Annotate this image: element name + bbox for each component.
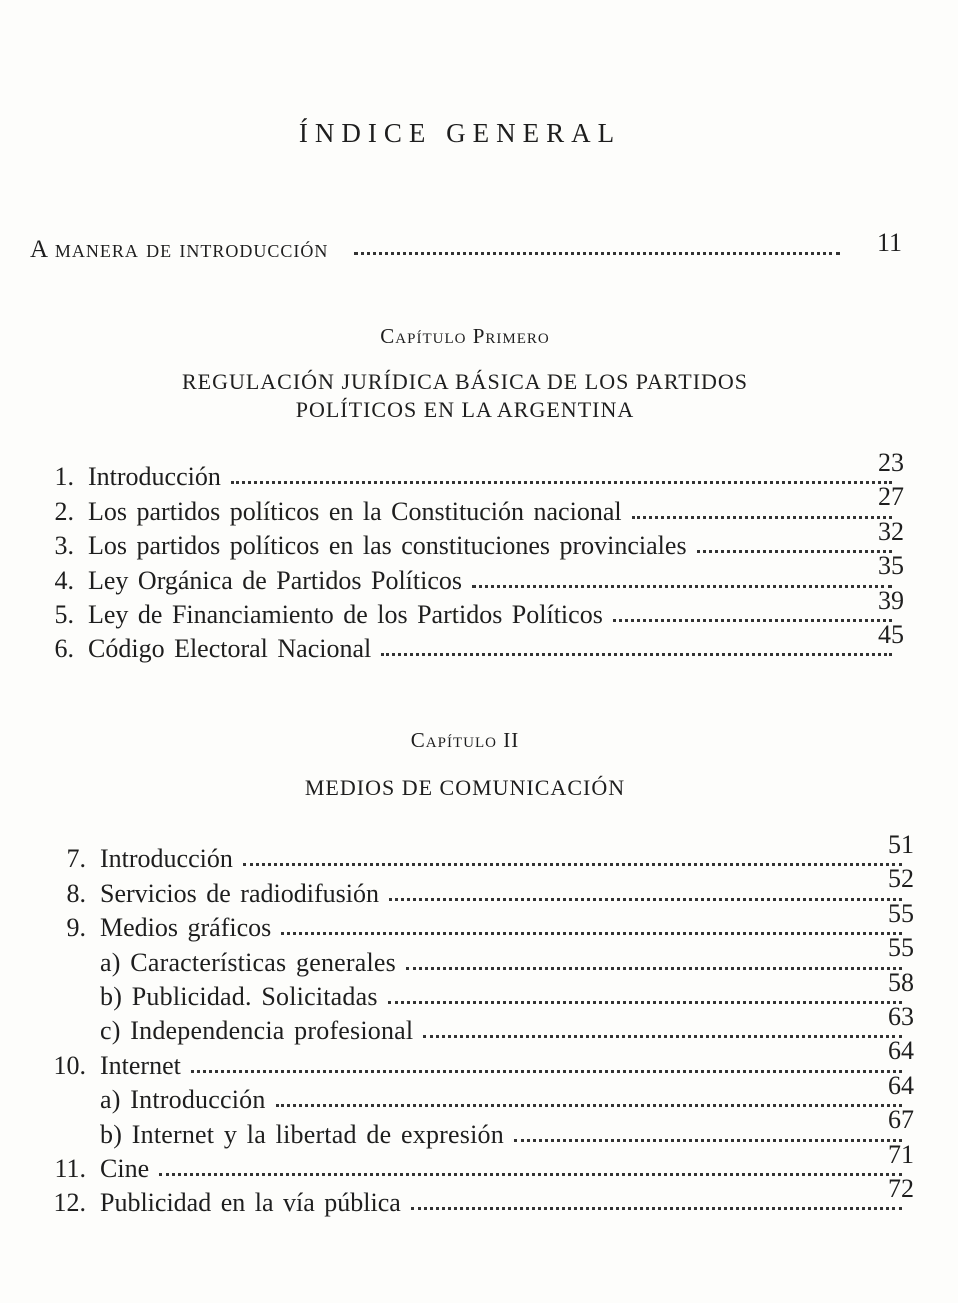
- toc-entry: [40, 830, 914, 874]
- toc-entry-page: 55: [888, 898, 914, 928]
- toc-entry-number: 5.: [54, 599, 74, 629]
- toc-entry-page: 67: [888, 1105, 914, 1135]
- chapter1-entries: [40, 448, 904, 664]
- toc-entry-text: Cine: [100, 1153, 150, 1183]
- intro-entry: [30, 228, 902, 264]
- leader-dots: [191, 1070, 902, 1073]
- toc-entry-text: Los partidos políticos en las constituciones provinciales: [88, 531, 687, 561]
- chapter2-label: Capítulo II: [410, 728, 520, 752]
- toc-entry-page: 72: [888, 1173, 914, 1203]
- leader-dots: [159, 1173, 902, 1176]
- toc-entry: [40, 933, 914, 977]
- leader-dots: [276, 1104, 902, 1107]
- leader-dots: [472, 585, 892, 588]
- leader-dots: [613, 619, 892, 622]
- leader-dots: [411, 1207, 902, 1210]
- toc-entry: [40, 482, 904, 526]
- leader-dots: [354, 252, 840, 255]
- toc-entry-number: 2.: [54, 496, 74, 526]
- toc-entry: [40, 967, 914, 1012]
- toc-entry-page: 32: [878, 516, 904, 546]
- toc-entry: [40, 1070, 914, 1115]
- toc-entry-page: 51: [888, 830, 914, 859]
- toc-entry: [40, 864, 914, 908]
- leader-dots: [389, 898, 902, 901]
- leader-dots: [243, 863, 902, 866]
- toc-entry: [40, 516, 904, 561]
- toc-entry-page: 45: [878, 619, 904, 649]
- toc-entry-text: Internet: [100, 1050, 181, 1080]
- toc-entry-text: Introducción: [88, 462, 221, 492]
- toc-entry-page: 64: [888, 1070, 914, 1100]
- toc-entry-text: Los partidos políticos en la Constitución nacional: [88, 496, 622, 526]
- toc-entry-page: 64: [888, 1036, 914, 1066]
- toc-entry: [40, 551, 904, 595]
- toc-entry: [40, 1036, 914, 1080]
- toc-entry-page: 63: [888, 1001, 914, 1031]
- intro-entry-label: A manera de introducción: [30, 236, 329, 263]
- toc-entry-page: 52: [888, 864, 914, 894]
- toc-entry-number: 6.: [54, 634, 74, 664]
- leader-dots: [423, 1035, 902, 1038]
- page-title: ÍNDICE GENERAL: [298, 118, 622, 148]
- toc-entry-page: 27: [878, 482, 904, 512]
- toc-entry: [40, 1001, 914, 1046]
- chapter2-entries: [40, 830, 914, 1218]
- leader-dots: [381, 653, 892, 656]
- toc-entry-text: a) Introducción: [100, 1085, 266, 1115]
- toc-entry-number: 7.: [66, 844, 86, 874]
- toc-entry: [40, 1173, 914, 1218]
- toc-entry-number: 8.: [66, 878, 86, 908]
- toc-entry-text: Código Electoral Nacional: [88, 634, 372, 664]
- toc-entry-number: 4.: [54, 565, 74, 595]
- toc-entry-page: 55: [888, 933, 914, 963]
- toc-entry-text: a) Características generales: [100, 947, 396, 977]
- toc-entry-number: 12.: [53, 1188, 86, 1218]
- toc-entry: [40, 585, 904, 630]
- leader-dots: [406, 967, 902, 970]
- toc-entry-page: 58: [888, 967, 914, 997]
- chapter1-title-line1: REGULACIÓN JURÍDICA BÁSICA DE LOS PARTIDOS: [181, 369, 749, 394]
- toc-entry-number: 1.: [54, 462, 74, 492]
- toc-entry: [40, 1105, 914, 1149]
- leader-dots: [231, 481, 892, 484]
- leader-dots: [514, 1139, 902, 1142]
- chapter1-label: Capítulo Primero: [380, 324, 550, 348]
- toc-entry: [40, 898, 914, 943]
- toc-entry-text: Publicidad en la vía pública: [100, 1188, 401, 1218]
- toc-entry: [40, 619, 904, 664]
- toc-entry-text: Ley de Financiamiento de los Partidos Políticos: [88, 599, 603, 629]
- toc-entry-page: 35: [878, 551, 904, 581]
- leader-dots: [281, 932, 902, 935]
- intro-entry-page: 11: [876, 228, 902, 257]
- toc-entry-number: 9.: [66, 913, 86, 943]
- toc-entry-text: b) Internet y la libertad de expresión: [100, 1119, 504, 1149]
- toc-entry-number: 3.: [54, 531, 74, 561]
- toc-entry-text: b) Publicidad. Solicitadas: [100, 981, 378, 1011]
- chapter2-title: MEDIOS DE COMUNICACIÓN: [304, 775, 626, 800]
- toc-entry-number: 11.: [54, 1153, 86, 1183]
- leader-dots: [632, 516, 892, 519]
- leader-dots: [388, 1001, 902, 1004]
- toc-entry-number: 10.: [53, 1050, 86, 1080]
- toc-entry-page: 23: [878, 448, 904, 477]
- toc-entry: [40, 448, 904, 492]
- toc-entry-text: c) Independencia profesional: [100, 1016, 414, 1046]
- toc-entry-page: 71: [888, 1139, 914, 1169]
- toc-entry-text: Servicios de radiodifusión: [100, 878, 379, 908]
- toc-entry-page: 39: [878, 585, 904, 615]
- toc-entry-text: Medios gráficos: [100, 913, 272, 943]
- chapter1-title-line2: POLÍTICOS EN LA ARGENTINA: [295, 397, 635, 422]
- toc-entry-text: Ley Orgánica de Partidos Políticos: [88, 565, 463, 595]
- toc-entry: [40, 1139, 914, 1184]
- toc-entry-text: Introducción: [100, 844, 233, 874]
